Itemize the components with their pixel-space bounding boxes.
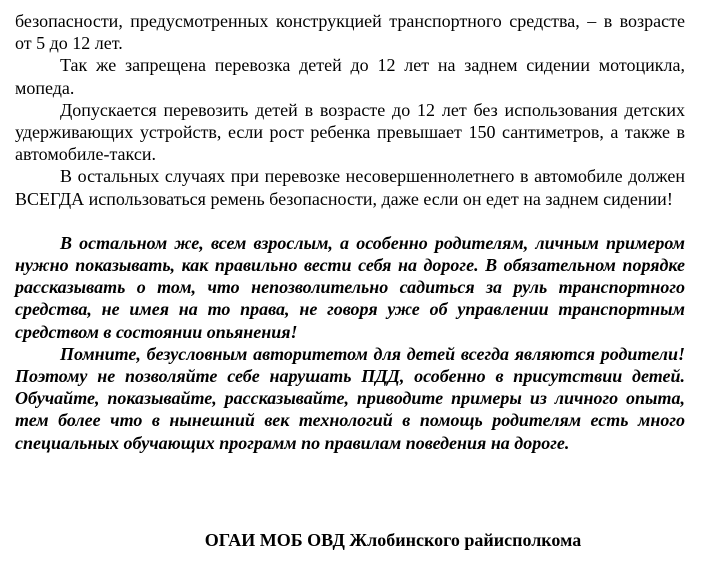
paragraph-allowed: Допускается перевозить детей в возрасте до 12 лет без использования детских удерживающих устройств, если рост ребенка превышает 150 сантиметров, а также в автомобиле-такси. — [15, 99, 685, 165]
signature: ОГАИ МОБ ОВД Жлобинского райисполкома — [204, 530, 582, 550]
spacer — [15, 210, 685, 232]
paragraph-parents-authority: Помните, безусловным авторитетом для детей всегда являются родители! Поэтому не позволяйте себе нарушать ПДД, особенно в присутствии детей. Обучайте, показывайте, рассказывайте, приводите примеры из личного опыта, тем более что в нынешний век технологий в помощь родителям есть много специальных обучающих программ по правилам поведения на дороге. — [15, 343, 685, 453]
paragraph-seatbelt: В остальных случаях при перевозке несовершеннолетнего в автомобиле должен ВСЕГДА использоваться ремень безопасности, даже если он едет на заднем сидении! — [15, 166, 685, 209]
paragraph-motorcycle: Так же запрещена перевозка детей до 12 лет на заднем сидении мотоцикла, мопеда. — [15, 55, 685, 98]
paragraph-parents-example: В остальном же, всем взрослым, а особенно родителям, личным примером нужно показывать, как правильно вести себя на дороге. В обязательном порядке рассказывать о том, что непозволительно садиться за руль транспортного средства, не имея на то права, не говоря уже об управлении транспортным средством в состоянии опьянения! — [15, 232, 685, 342]
document-body — [15, 10, 685, 454]
paragraph-continuation: безопасности, предусмотренных конструкцией транспортного средства, – в возрасте от 5 до 12 лет. — [15, 11, 685, 54]
